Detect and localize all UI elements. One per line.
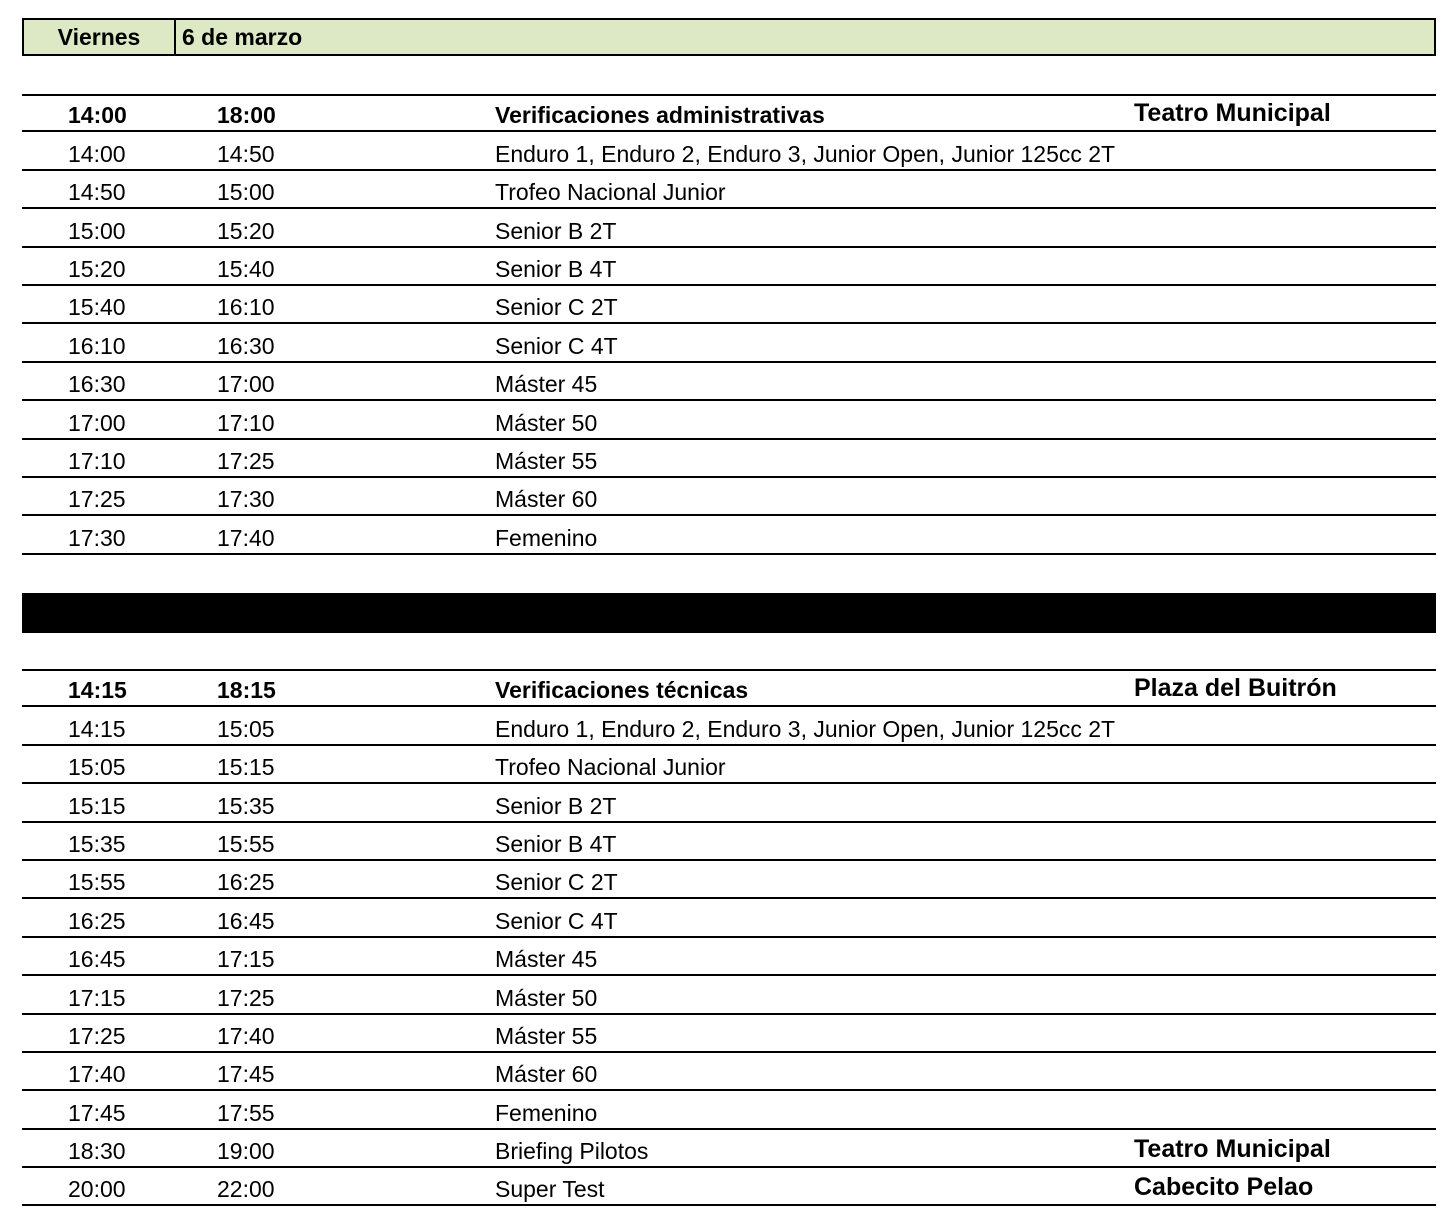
schedule-row: [22, 516, 1436, 554]
start-time: 15:15: [68, 792, 126, 819]
redacted-bar: [22, 593, 1436, 633]
activity-description: Trofeo Nacional Junior: [495, 179, 726, 206]
end-time: 15:15: [217, 754, 275, 781]
schedule-row: [22, 1053, 1436, 1091]
start-time: 14:00: [68, 140, 126, 167]
start-time: 17:25: [68, 1022, 126, 1049]
start-time: 15:20: [68, 255, 126, 282]
start-time: 14:50: [68, 179, 126, 206]
activity-description: Máster 50: [495, 984, 598, 1011]
end-time: 16:10: [217, 294, 275, 321]
activity-description: Senior B 2T: [495, 217, 617, 244]
end-time: 16:25: [217, 869, 275, 896]
start-time: 16:30: [68, 371, 126, 398]
activity-description: Senior C 4T: [495, 332, 618, 359]
start-time: 15:00: [68, 217, 126, 244]
end-time: 17:30: [217, 486, 275, 513]
end-time: 18:15: [217, 677, 276, 704]
start-time: 16:45: [68, 946, 126, 973]
start-time: 14:15: [68, 715, 126, 742]
activity-description: Femenino: [495, 1099, 598, 1126]
location: Cabecito Pelao: [1134, 1173, 1314, 1202]
schedule-row: [22, 861, 1436, 899]
end-time: 22:00: [217, 1176, 275, 1203]
start-time: 17:25: [68, 486, 126, 513]
activity-description: Senior C 2T: [495, 869, 618, 896]
schedule-row: [22, 440, 1436, 478]
activity-title: Verificaciones técnicas: [495, 677, 749, 704]
schedule-row: [22, 899, 1436, 937]
schedule-row: [22, 1168, 1436, 1206]
activity-description: Máster 60: [495, 1061, 598, 1088]
start-time: 17:45: [68, 1099, 126, 1126]
start-time: 17:40: [68, 1061, 126, 1088]
schedule-row: [22, 1130, 1436, 1168]
activity-description: Trofeo Nacional Junior: [495, 754, 726, 781]
schedule-row: [22, 938, 1436, 976]
schedule-row: [22, 823, 1436, 861]
day-header: [22, 18, 1436, 56]
end-time: 17:25: [217, 984, 275, 1011]
schedule-row: [22, 401, 1436, 439]
end-time: 19:00: [217, 1138, 275, 1165]
schedule-row: [22, 1091, 1436, 1129]
end-time: 17:55: [217, 1099, 275, 1126]
location: Plaza del Buitrón: [1134, 674, 1337, 703]
schedule-row: [22, 363, 1436, 401]
end-time: 18:00: [217, 102, 276, 129]
start-time: 16:10: [68, 332, 126, 359]
activity-description: Senior C 4T: [495, 907, 618, 934]
end-time: 16:45: [217, 907, 275, 934]
end-time: 15:20: [217, 217, 275, 244]
schedule-row: [22, 286, 1436, 324]
end-time: 17:45: [217, 1061, 275, 1088]
schedule-row: [22, 976, 1436, 1014]
end-time: 14:50: [217, 140, 275, 167]
activity-description: Máster 55: [495, 1022, 598, 1049]
end-time: 17:40: [217, 524, 275, 551]
end-time: 15:00: [217, 179, 275, 206]
start-time: 17:00: [68, 409, 126, 436]
schedule-row: [22, 132, 1436, 170]
start-time: 14:00: [68, 102, 127, 129]
schedule-row: [22, 478, 1436, 516]
end-time: 15:40: [217, 255, 275, 282]
end-time: 16:30: [217, 332, 275, 359]
start-time: 14:15: [68, 677, 127, 704]
end-time: 15:05: [217, 715, 275, 742]
activity-description: Senior B 4T: [495, 830, 617, 857]
schedule-header-row: [22, 669, 1436, 707]
activity-description: Briefing Pilotos: [495, 1138, 649, 1165]
activity-description: Femenino: [495, 524, 598, 551]
end-time: 17:25: [217, 447, 275, 474]
activity-description: Enduro 1, Enduro 2, Enduro 3, Junior Open, Junior 125cc 2T: [495, 715, 1116, 742]
technical-verification-schedule: [22, 669, 1436, 1206]
activity-description: Senior B 4T: [495, 255, 617, 282]
location: Teatro Municipal: [1134, 1135, 1331, 1164]
day-date: 6 de marzo: [182, 23, 303, 50]
start-time: 18:30: [68, 1138, 126, 1165]
activity-description: Super Test: [495, 1176, 605, 1203]
activity-description: Máster 60: [495, 486, 598, 513]
schedule-row: [22, 707, 1436, 745]
start-time: 20:00: [68, 1176, 126, 1203]
activity-title: Verificaciones administrativas: [495, 102, 825, 129]
start-time: 15:40: [68, 294, 126, 321]
activity-description: Máster 50: [495, 409, 598, 436]
end-time: 17:15: [217, 946, 275, 973]
admin-verification-schedule: [22, 94, 1436, 555]
start-time: 15:05: [68, 754, 126, 781]
schedule-row: [22, 209, 1436, 247]
start-time: 15:55: [68, 869, 126, 896]
end-time: 17:00: [217, 371, 275, 398]
schedule-header-row: [22, 94, 1436, 132]
activity-description: Máster 55: [495, 447, 598, 474]
activity-description: Máster 45: [495, 371, 598, 398]
schedule-row: [22, 784, 1436, 822]
schedule-row: [22, 746, 1436, 784]
start-time: 16:25: [68, 907, 126, 934]
start-time: 17:30: [68, 524, 126, 551]
activity-description: Máster 45: [495, 946, 598, 973]
end-time: 15:55: [217, 830, 275, 857]
start-time: 17:10: [68, 447, 126, 474]
schedule-row: [22, 248, 1436, 286]
end-time: 17:10: [217, 409, 275, 436]
end-time: 15:35: [217, 792, 275, 819]
start-time: 15:35: [68, 830, 126, 857]
schedule-row: [22, 1015, 1436, 1053]
activity-description: Senior C 2T: [495, 294, 618, 321]
schedule-row: [22, 324, 1436, 362]
activity-description: Senior B 2T: [495, 792, 617, 819]
day-name: Viernes: [24, 20, 176, 54]
end-time: 17:40: [217, 1022, 275, 1049]
start-time: 17:15: [68, 984, 126, 1011]
location: Teatro Municipal: [1134, 99, 1331, 128]
schedule-row: [22, 171, 1436, 209]
activity-description: Enduro 1, Enduro 2, Enduro 3, Junior Open, Junior 125cc 2T: [495, 140, 1116, 167]
